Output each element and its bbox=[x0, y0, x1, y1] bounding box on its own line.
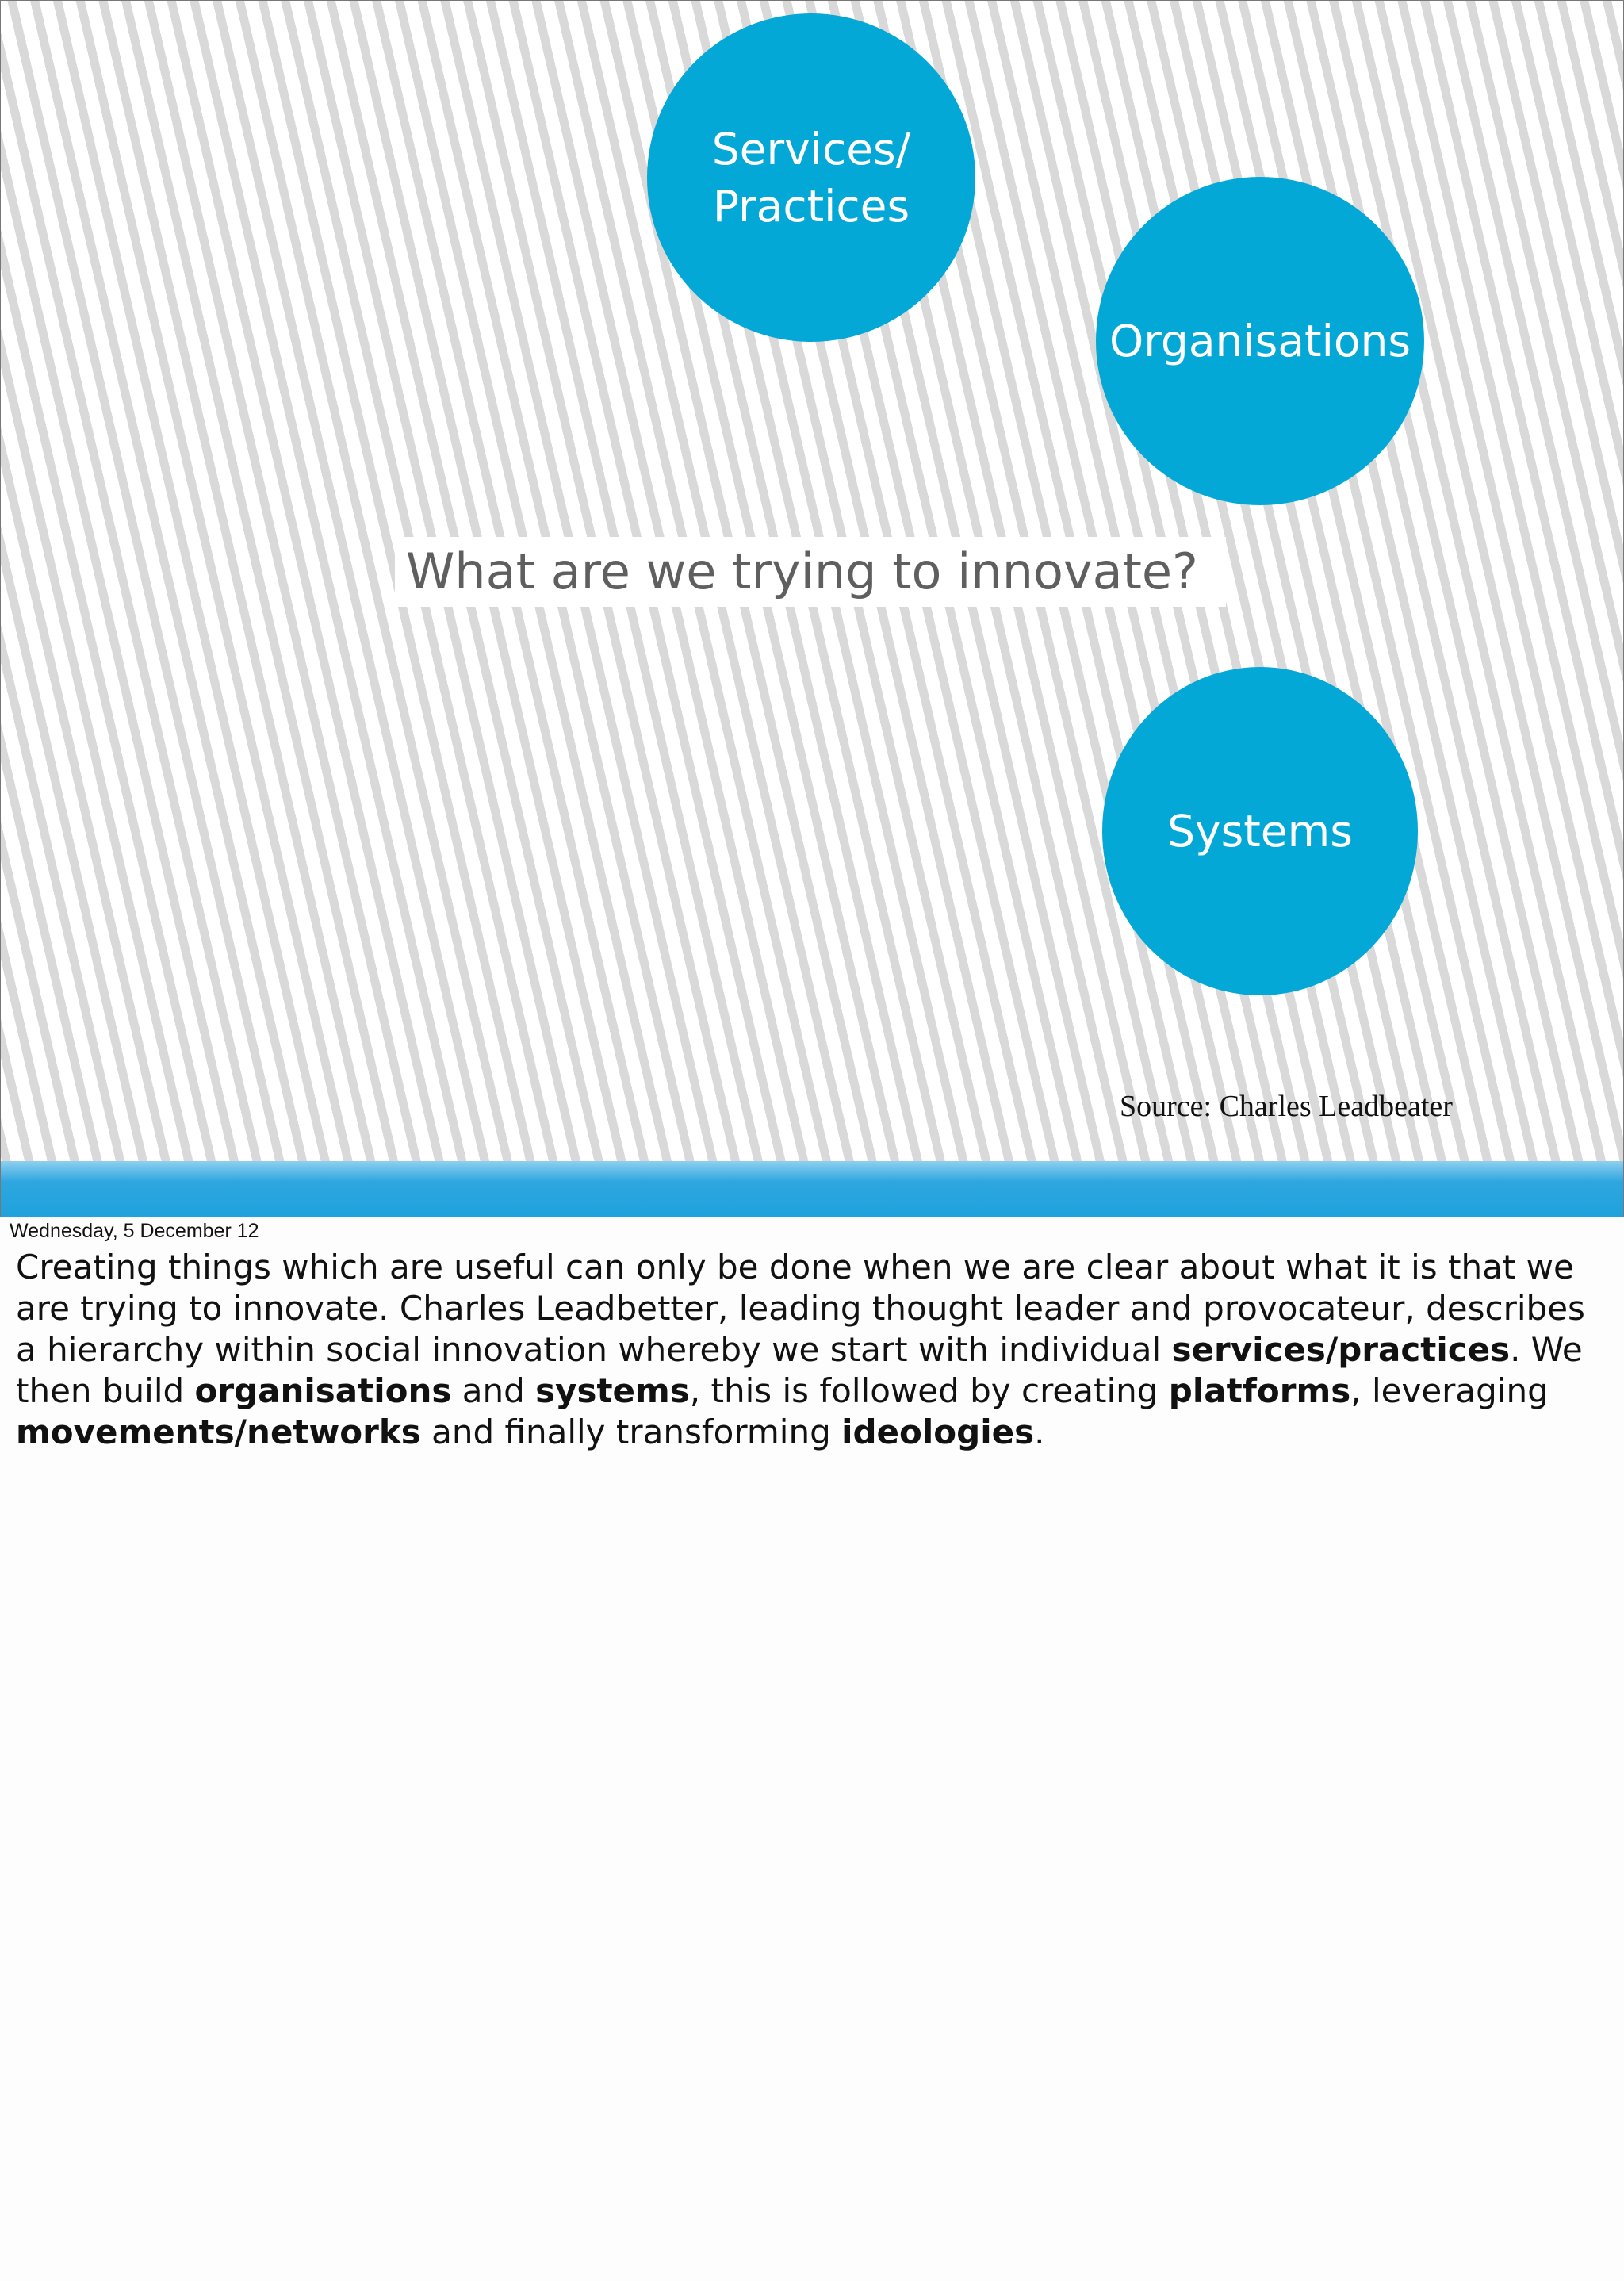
services-practices-label: Services/ Practices bbox=[711, 124, 911, 232]
systems-bubble bbox=[1102, 667, 1418, 995]
bottom-band bbox=[1, 1161, 1623, 1217]
organisations-bubble bbox=[1096, 177, 1424, 505]
systems-label: Systems bbox=[1167, 806, 1353, 857]
notes-text: and bbox=[451, 1371, 536, 1410]
notes-text: , leveraging bbox=[1350, 1371, 1549, 1410]
organisations-label: Organisations bbox=[1109, 316, 1411, 366]
notes-date: Wednesday, 5 December 12 bbox=[10, 1220, 259, 1242]
question-box bbox=[395, 537, 1226, 607]
notes-text: , this is followed by creating bbox=[689, 1371, 1169, 1410]
notes-keyword: platforms bbox=[1168, 1371, 1351, 1410]
speaker-notes bbox=[16, 1247, 1610, 1453]
source-credit: Source: Charles Leadbeater bbox=[1120, 1090, 1453, 1123]
slide-question: What are we trying to innovate? bbox=[406, 542, 1198, 600]
notes-text: . We then build bbox=[16, 1330, 1583, 1410]
notes-keyword: ideologies bbox=[841, 1413, 1035, 1451]
notes-keyword: organisations bbox=[194, 1371, 452, 1410]
notes-text: . bbox=[1034, 1413, 1045, 1451]
notes-keyword: systems bbox=[535, 1371, 690, 1410]
notes-text: and finally transforming bbox=[420, 1413, 842, 1451]
notes-keyword: services/practices bbox=[1171, 1330, 1511, 1369]
notes-text: Creating things which are useful can only be done when we are clear about what it is that we are trying to innovate. Charles Leadbetter, leading thought leader and provocateur, describes a hierarchy within social innovation whereby we start with individual bbox=[16, 1248, 1585, 1369]
notes-keyword: movements/networks bbox=[16, 1413, 421, 1451]
services-practices-bubble bbox=[647, 13, 975, 342]
